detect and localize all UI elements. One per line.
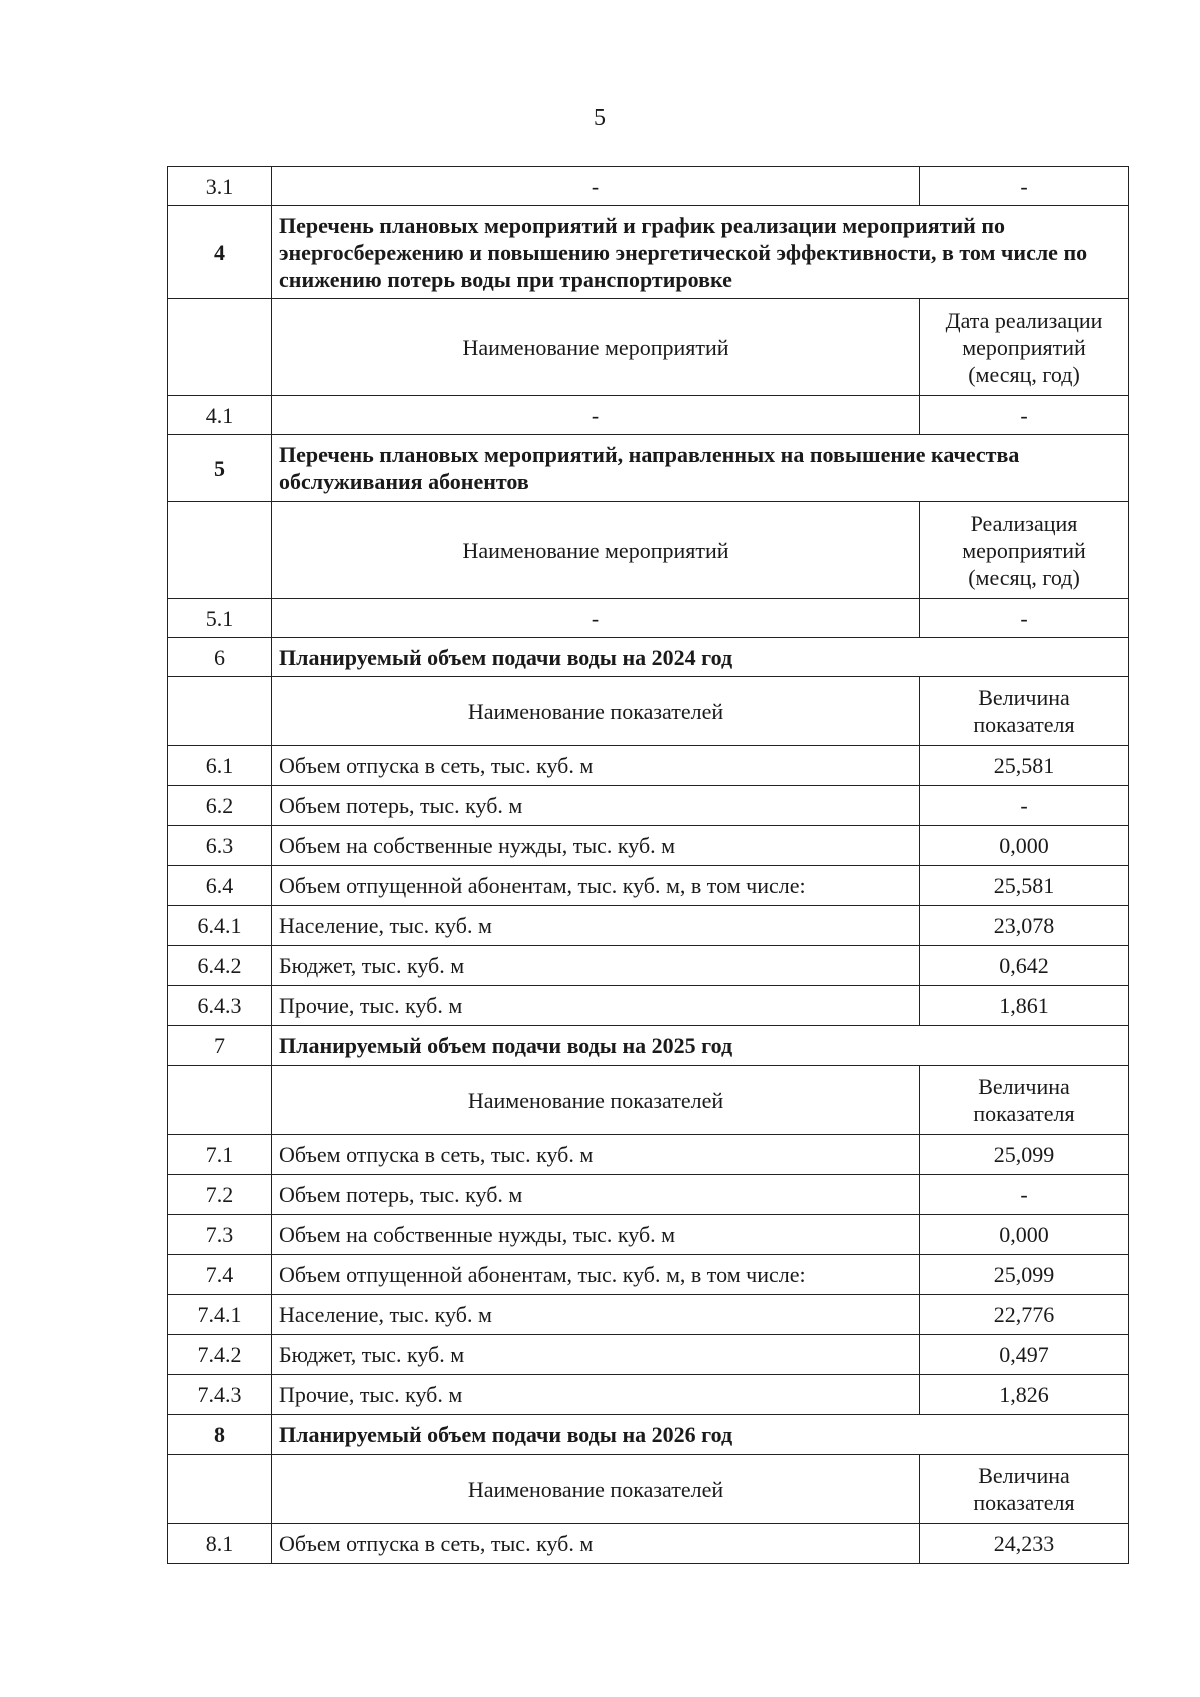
header-row xyxy=(168,1455,1129,1524)
page-number: 5 xyxy=(594,105,606,131)
item-value: 0,000 xyxy=(920,1215,1129,1255)
item-value: 0,642 xyxy=(920,946,1129,986)
column-header-value: Дата реализации мероприятий (месяц, год) xyxy=(920,299,1129,396)
item-value: 25,099 xyxy=(920,1255,1129,1295)
item-name: Население, тыс. куб. м xyxy=(272,906,920,946)
section-number: 4 xyxy=(168,206,272,299)
section-number: 5 xyxy=(168,435,272,502)
row-number xyxy=(168,677,272,746)
item-value: 23,078 xyxy=(920,906,1129,946)
table-row xyxy=(168,1215,1129,1255)
item-name: Объем потерь, тыс. куб. м xyxy=(272,786,920,826)
row-number: 7.3 xyxy=(168,1215,272,1255)
header-row xyxy=(168,1066,1129,1135)
item-name: Объем на собственные нужды, тыс. куб. м xyxy=(272,826,920,866)
row-number xyxy=(168,1455,272,1524)
row-number xyxy=(168,1066,272,1135)
table-row xyxy=(168,1255,1129,1295)
item-name: Объем потерь, тыс. куб. м xyxy=(272,1175,920,1215)
row-number: 7.2 xyxy=(168,1175,272,1215)
section-number: 8 xyxy=(168,1415,272,1455)
table-row xyxy=(168,1175,1129,1215)
section-row xyxy=(168,206,1129,299)
row-number: 8.1 xyxy=(168,1524,272,1564)
table-row xyxy=(168,866,1129,906)
item-value: 0,000 xyxy=(920,826,1129,866)
table-row xyxy=(168,746,1129,786)
section-row xyxy=(168,638,1129,677)
section-title: Планируемый объем подачи воды на 2025 год xyxy=(272,1026,1129,1066)
column-header-value: Величина показателя xyxy=(920,1066,1129,1135)
row-number: 7.4.1 xyxy=(168,1295,272,1335)
row-number xyxy=(168,299,272,396)
table-row xyxy=(168,906,1129,946)
table-row xyxy=(168,1335,1129,1375)
row-number: 6.4.2 xyxy=(168,946,272,986)
column-header-value: Величина показателя xyxy=(920,1455,1129,1524)
item-name: Объем отпущенной абонентам, тыс. куб. м, в том числе: xyxy=(272,1255,920,1295)
column-header-value: Реализация мероприятий (месяц, год) xyxy=(920,502,1129,599)
table-row xyxy=(168,946,1129,986)
item-value: - xyxy=(920,786,1129,826)
section-title: Планируемый объем подачи воды на 2026 год xyxy=(272,1415,1129,1455)
row-number: 3.1 xyxy=(168,167,272,206)
row-number: 4.1 xyxy=(168,396,272,435)
item-value: - xyxy=(920,167,1129,206)
column-header-name: Наименование мероприятий xyxy=(272,299,920,396)
table-row xyxy=(168,1375,1129,1415)
row-number: 6.3 xyxy=(168,826,272,866)
document-table xyxy=(167,166,1129,1564)
column-header-name: Наименование показателей xyxy=(272,1066,920,1135)
item-name: Население, тыс. куб. м xyxy=(272,1295,920,1335)
section-row xyxy=(168,1026,1129,1066)
section-number: 7 xyxy=(168,1026,272,1066)
item-value: - xyxy=(920,599,1129,638)
row-number: 6.4.3 xyxy=(168,986,272,1026)
item-value: 1,861 xyxy=(920,986,1129,1026)
row-number xyxy=(168,502,272,599)
item-name: Бюджет, тыс. куб. м xyxy=(272,946,920,986)
item-value: 25,581 xyxy=(920,746,1129,786)
item-name: Объем отпуска в сеть, тыс. куб. м xyxy=(272,1524,920,1564)
column-header-name: Наименование показателей xyxy=(272,677,920,746)
item-name: Прочие, тыс. куб. м xyxy=(272,986,920,1026)
row-number: 7.1 xyxy=(168,1135,272,1175)
item-name: Бюджет, тыс. куб. м xyxy=(272,1335,920,1375)
item-name: Объем на собственные нужды, тыс. куб. м xyxy=(272,1215,920,1255)
table-row xyxy=(168,599,1129,638)
table-row xyxy=(168,396,1129,435)
section-title: Перечень плановых мероприятий и график реализации мероприятий по энергосбережению и повышению энергетической эффективности, в том числе по снижению потерь воды при транспортировке xyxy=(272,206,1129,299)
table-row xyxy=(168,826,1129,866)
section-number: 6 xyxy=(168,638,272,677)
item-value: 0,497 xyxy=(920,1335,1129,1375)
table-row xyxy=(168,1524,1129,1564)
row-number: 7.4.3 xyxy=(168,1375,272,1415)
table-row xyxy=(168,786,1129,826)
section-title: Перечень плановых мероприятий, направленных на повышение качества обслуживания абонентов xyxy=(272,435,1129,502)
header-row xyxy=(168,502,1129,599)
item-name: Объем отпущенной абонентам, тыс. куб. м, в том числе: xyxy=(272,866,920,906)
item-name: Объем отпуска в сеть, тыс. куб. м xyxy=(272,1135,920,1175)
column-header-name: Наименование мероприятий xyxy=(272,502,920,599)
header-row xyxy=(168,677,1129,746)
item-value: 25,581 xyxy=(920,866,1129,906)
item-value: 25,099 xyxy=(920,1135,1129,1175)
row-number: 6.4.1 xyxy=(168,906,272,946)
table-row xyxy=(168,167,1129,206)
row-number: 6.1 xyxy=(168,746,272,786)
row-number: 6.4 xyxy=(168,866,272,906)
row-number: 6.2 xyxy=(168,786,272,826)
item-name: - xyxy=(272,396,920,435)
row-number: 5.1 xyxy=(168,599,272,638)
row-number: 7.4 xyxy=(168,1255,272,1295)
column-header-name: Наименование показателей xyxy=(272,1455,920,1524)
section-title: Планируемый объем подачи воды на 2024 год xyxy=(272,638,1129,677)
header-row xyxy=(168,299,1129,396)
item-value: 22,776 xyxy=(920,1295,1129,1335)
item-name: - xyxy=(272,167,920,206)
table-row xyxy=(168,986,1129,1026)
item-value: - xyxy=(920,1175,1129,1215)
item-value: 1,826 xyxy=(920,1375,1129,1415)
item-value: - xyxy=(920,396,1129,435)
column-header-value: Величина показателя xyxy=(920,677,1129,746)
item-name: - xyxy=(272,599,920,638)
table-row xyxy=(168,1295,1129,1335)
item-name: Объем отпуска в сеть, тыс. куб. м xyxy=(272,746,920,786)
row-number: 7.4.2 xyxy=(168,1335,272,1375)
section-row xyxy=(168,435,1129,502)
section-row xyxy=(168,1415,1129,1455)
table-row xyxy=(168,1135,1129,1175)
item-value: 24,233 xyxy=(920,1524,1129,1564)
item-name: Прочие, тыс. куб. м xyxy=(272,1375,920,1415)
